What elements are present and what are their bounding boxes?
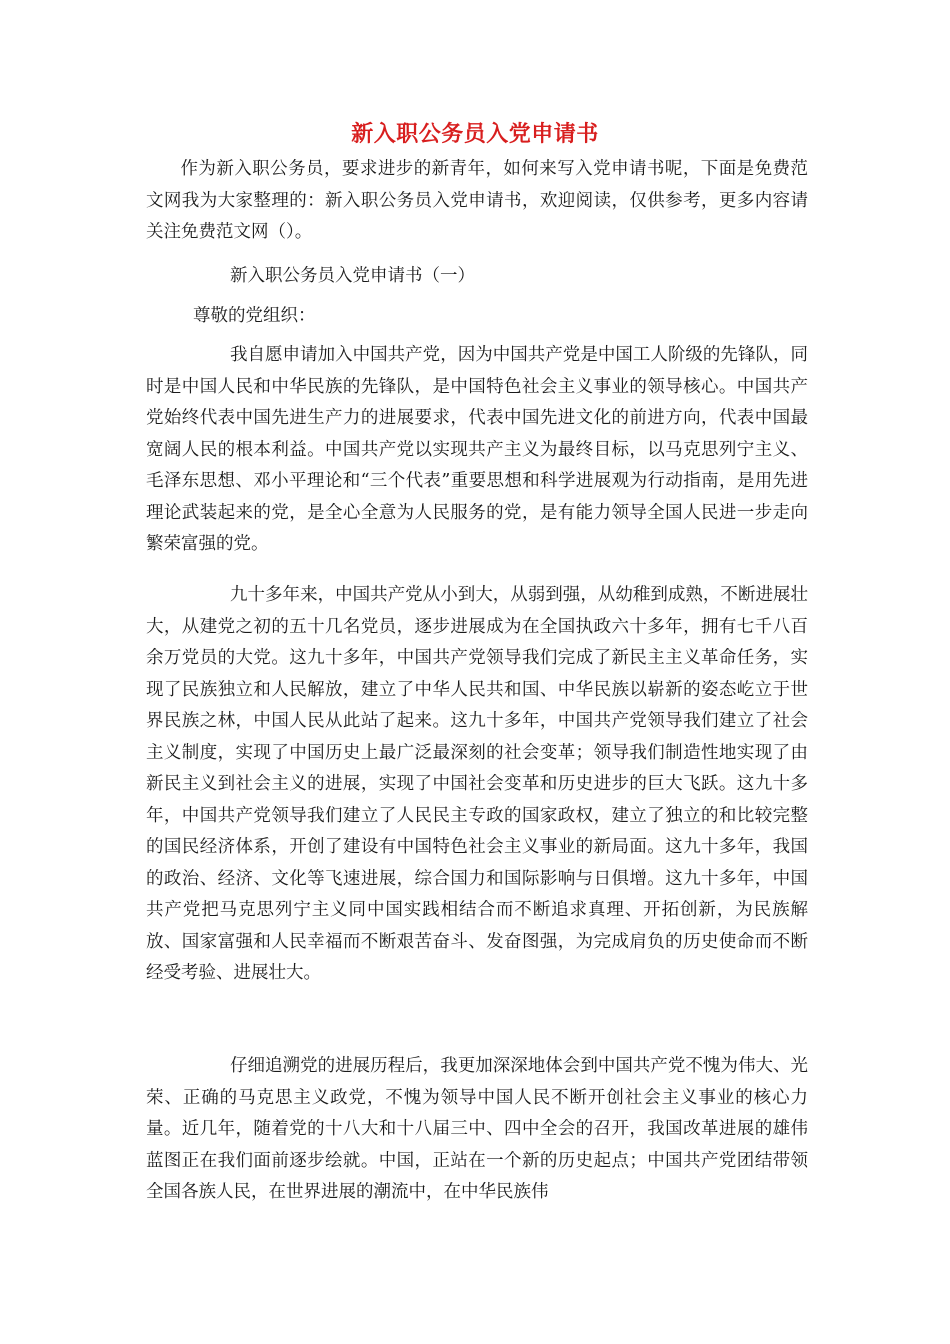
paragraph-text: 仔细追溯党的进展历程后，我更加深深地体会到中国共产党不愧为伟大、光荣、正确的马克思主义政党，不愧为领导中国人民不断开创社会主义事业的核心力量。近几年，随着党的十八大和十八届三中、四中全会的召开，我国改革进展的雄伟蓝图正在我们面前逐步绘就。中国，正站在一个新的历史起点；中国共产党团结带领全国各族人民，在世界进展的潮流中，在中华民族伟 [146,1056,808,1202]
salutation: 尊敬的党组织： [193,306,316,326]
intro-paragraph [146,154,808,249]
document-title: 新入职公务员入党申请书 [351,122,599,147]
body-paragraph-2 [146,580,808,990]
paragraph-text: 九十多年来，中国共产党从小到大，从弱到强，从幼稚到成熟，不断进展壮大，从建党之初的五十几名党员，逐步进展成为在全国执政六十多年，拥有七千八百余万党员的大党。这九十多年，中国共产党领导我们完成了新民主主义革命任务，实现了民族独立和人民解放，建立了中华人民共和国、中华民族以崭新的姿态屹立于世界民族之林，中国人民从此站了起来。这九十多年，中国共产党领导我们建立了社会主义制度，实现了中国历史上最广泛最深刻的社会变革；领导我们制造性地实现了由新民主义到社会主义的进展，实现了中国社会变革和历史进步的巨大飞跃。这九十多年，中国共产党领导我们建立了人民民主专政的国家政权，建立了独立的和比较完整的国民经济体系，开创了建设有中国特色社会主义事业的新局面。这九十多年，我国的政治、经济、文化等飞速进展，综合国力和国际影响与日俱增。这九十多年，中国共产党把马克思列宁主义同中国实践相结合而不断追求真理、开拓创新，为民族解放、国家富强和人民幸福而不断艰苦奋斗、发奋图强，为完成肩负的历史使命而不断经受考验、进展壮大。 [146,585,808,983]
intro-text: 作为新入职公务员，要求进步的新青年，如何来写入党申请书呢，下面是免费范文网我为大家整理的：新入职公务员入党申请书，欢迎阅读，仅供参考，更多内容请关注免费范文网（）。 [146,159,808,242]
body-paragraph-3 [146,1051,808,1209]
body-paragraph-1 [146,340,808,561]
section-subheading: 新入职公务员入党申请书（一） [230,266,475,286]
paragraph-text: 我自愿申请加入中国共产党，因为中国共产党是中国工人阶级的先锋队，同时是中国人民和中华民族的先锋队，是中国特色社会主义事业的领导核心。中国共产党始终代表中国先进生产力的进展要求，代表中国先进文化的前进方向，代表中国最宽阔人民的根本利益。中国共产党以实现共产主义为最终目标，以马克思列宁主义、毛泽东思想、邓小平理论和“三个代表”重要思想和科学进展观为行动指南，是用先进理论武装起来的党，是全心全意为人民服务的党，是有能力领导全国人民进一步走向繁荣富强的党。 [146,345,808,554]
